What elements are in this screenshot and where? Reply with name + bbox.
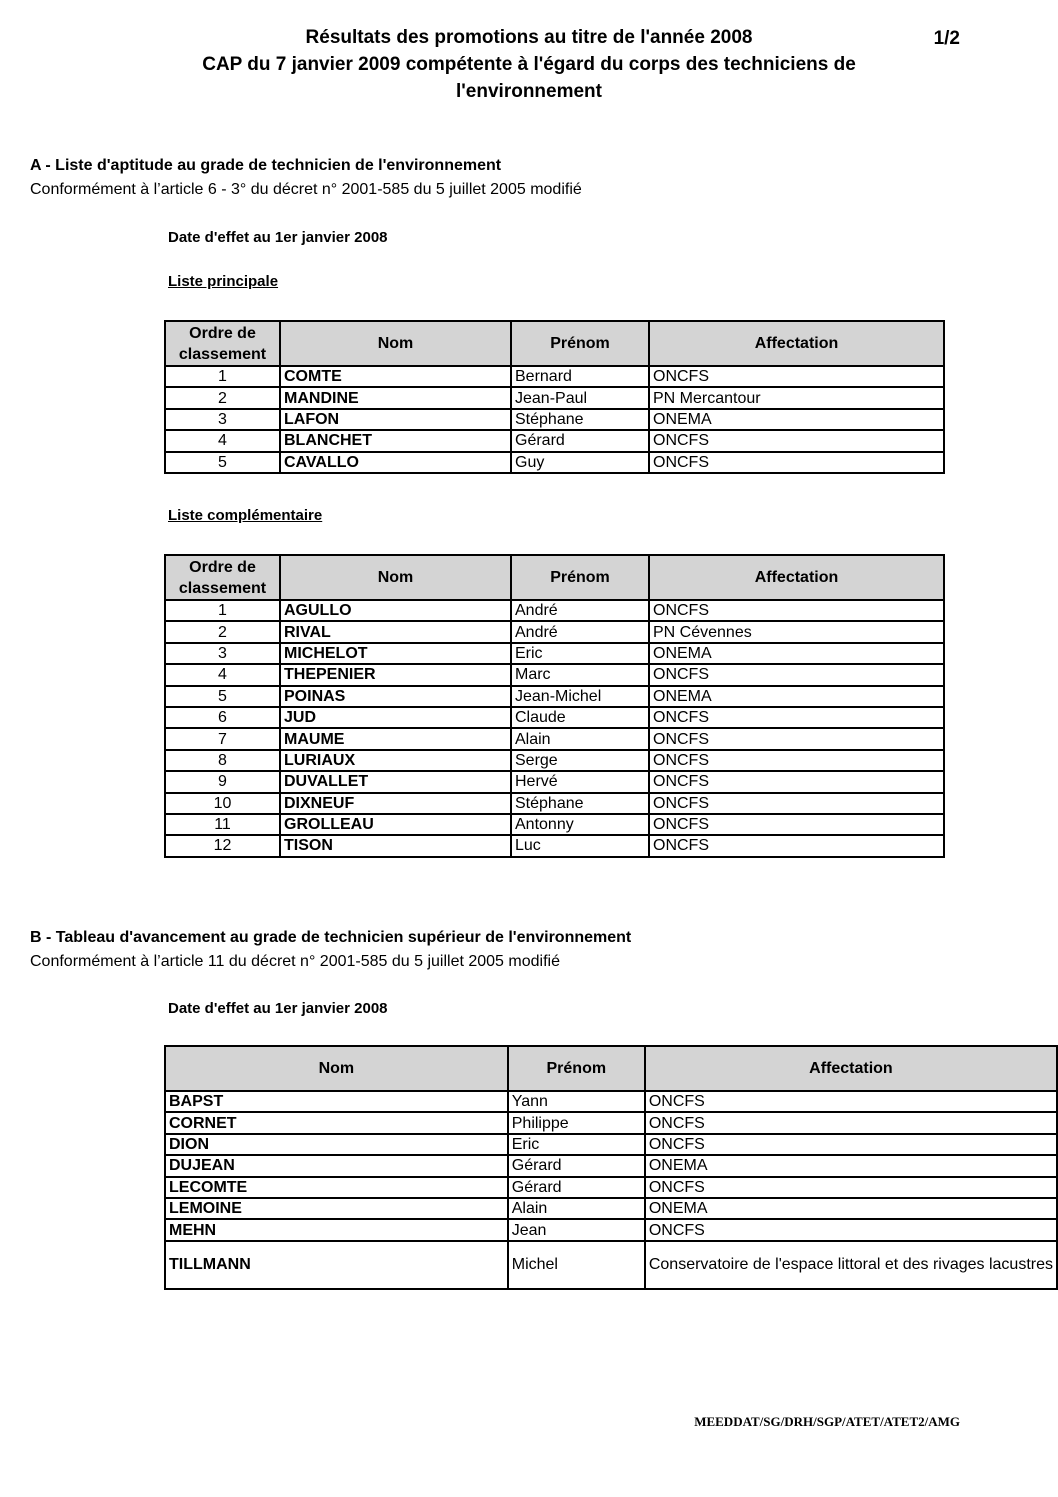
- prenom-cell: Antonny: [511, 814, 649, 835]
- tableau-avancement-table: [164, 1045, 1058, 1290]
- nom-cell: LEMOINE: [165, 1198, 508, 1219]
- nom-cell: MANDINE: [280, 387, 511, 408]
- affectation-cell: PN Cévennes: [649, 621, 944, 642]
- section-a-title: A - Liste d'aptitude au grade de technicien de l'environnement: [30, 157, 502, 174]
- table-row: [165, 387, 944, 408]
- table-row: [165, 707, 944, 728]
- table-header-row: [165, 1046, 1057, 1091]
- rank-header: Ordre de classement: [165, 555, 280, 600]
- affectation-cell: ONCFS: [649, 814, 944, 835]
- nom-cell: THEPENIER: [280, 664, 511, 685]
- affectation-cell: ONCFS: [649, 707, 944, 728]
- affectation-cell: Conservatoire de l'espace littoral et des rivages lacustres: [645, 1241, 1057, 1289]
- nom-cell: JUD: [280, 707, 511, 728]
- prenom-cell: André: [511, 600, 649, 621]
- nom-cell: TILLMANN: [165, 1241, 508, 1289]
- table-row: [165, 1219, 1057, 1240]
- prenom-cell: Luc: [511, 835, 649, 856]
- prenom-cell: Claude: [511, 707, 649, 728]
- rank-header: Ordre de classement: [165, 321, 280, 366]
- rank-cell: 2: [165, 621, 280, 642]
- rank-cell: 1: [165, 366, 280, 387]
- table-row: [165, 664, 944, 685]
- footer-reference: MEEDDAT/SG/DRH/SGP/ATET/ATET2/AMG: [694, 1414, 960, 1429]
- table-row: [165, 1134, 1057, 1155]
- affectation-cell: ONCFS: [649, 728, 944, 749]
- nom-cell: LURIAUX: [280, 750, 511, 771]
- affectation-header: Affectation: [649, 321, 944, 366]
- affectation-cell: ONEMA: [649, 643, 944, 664]
- section-a-subtitle: Conformément à l’article 6 - 3° du décret n° 2001-585 du 5 juillet 2005 modifié: [30, 181, 582, 198]
- title-line-3: l'environnement: [456, 81, 602, 102]
- table-row: [165, 600, 944, 621]
- nom-cell: GROLLEAU: [280, 814, 511, 835]
- nom-cell: MEHN: [165, 1219, 508, 1240]
- section-b-title: B - Tableau d'avancement au grade de technicien supérieur de l'environnement: [30, 929, 632, 946]
- nom-cell: MICHELOT: [280, 643, 511, 664]
- table-row: [165, 1155, 1057, 1176]
- affectation-cell: ONEMA: [649, 686, 944, 707]
- table-row: [165, 366, 944, 387]
- prenom-cell: Gérard: [508, 1155, 645, 1176]
- affectation-header: Affectation: [649, 555, 944, 600]
- nom-cell: BAPST: [165, 1091, 508, 1112]
- section-a-effective-date: Date d'effet au 1er janvier 2008: [168, 229, 388, 246]
- title-line-1: Résultats des promotions au titre de l'année 2008: [305, 27, 753, 48]
- affectation-cell: ONCFS: [645, 1177, 1057, 1198]
- affectation-cell: ONCFS: [649, 664, 944, 685]
- prenom-cell: Stéphane: [511, 409, 649, 430]
- section-b-subtitle: Conformément à l’article 11 du décret n° 2001-585 du 5 juillet 2005 modifié: [30, 953, 560, 970]
- affectation-cell: ONEMA: [645, 1155, 1057, 1176]
- rank-cell: 3: [165, 409, 280, 430]
- prenom-cell: Jean: [508, 1219, 645, 1240]
- nom-cell: DION: [165, 1134, 508, 1155]
- affectation-cell: ONCFS: [649, 771, 944, 792]
- table-row: [165, 686, 944, 707]
- nom-cell: POINAS: [280, 686, 511, 707]
- prenom-cell: Stéphane: [511, 793, 649, 814]
- affectation-cell: ONCFS: [645, 1134, 1057, 1155]
- prenom-cell: Serge: [511, 750, 649, 771]
- affectation-cell: ONEMA: [649, 409, 944, 430]
- table-row: [165, 1091, 1057, 1112]
- liste-complementaire-heading: Liste complémentaire: [168, 507, 323, 524]
- prenom-cell: Eric: [508, 1134, 645, 1155]
- affectation-cell: PN Mercantour: [649, 387, 944, 408]
- rank-cell: 3: [165, 643, 280, 664]
- affectation-cell: ONEMA: [645, 1198, 1057, 1219]
- page-number: 1/2: [933, 28, 960, 49]
- affectation-cell: ONCFS: [649, 430, 944, 451]
- rank-cell: 2: [165, 387, 280, 408]
- affectation-cell: ONCFS: [649, 835, 944, 856]
- table-row: [165, 1198, 1057, 1219]
- prenom-cell: Alain: [508, 1198, 645, 1219]
- nom-header: Nom: [280, 321, 511, 366]
- affectation-cell: ONCFS: [645, 1091, 1057, 1112]
- prenom-header: Prénom: [511, 321, 649, 366]
- nom-cell: COMTE: [280, 366, 511, 387]
- rank-cell: 4: [165, 430, 280, 451]
- rank-cell: 5: [165, 452, 280, 473]
- prenom-cell: Bernard: [511, 366, 649, 387]
- liste-principale-table: [164, 320, 945, 474]
- prenom-cell: Eric: [511, 643, 649, 664]
- prenom-cell: Gérard: [511, 430, 649, 451]
- rank-cell: 1: [165, 600, 280, 621]
- rank-cell: 4: [165, 664, 280, 685]
- rank-cell: 10: [165, 793, 280, 814]
- nom-cell: DIXNEUF: [280, 793, 511, 814]
- document-title: [0, 24, 1058, 105]
- liste-principale-heading: Liste principale: [168, 273, 279, 290]
- affectation-header: Affectation: [645, 1046, 1057, 1091]
- table-header-row: [165, 321, 944, 366]
- prenom-cell: Hervé: [511, 771, 649, 792]
- rank-cell: 6: [165, 707, 280, 728]
- nom-cell: RIVAL: [280, 621, 511, 642]
- nom-cell: LAFON: [280, 409, 511, 430]
- nom-cell: MAUME: [280, 728, 511, 749]
- affectation-cell: ONCFS: [649, 600, 944, 621]
- prenom-cell: Gérard: [508, 1177, 645, 1198]
- rank-cell: 11: [165, 814, 280, 835]
- nom-header: Nom: [280, 555, 511, 600]
- table-row: [165, 430, 944, 451]
- prenom-header: Prénom: [508, 1046, 645, 1091]
- table-row: [165, 621, 944, 642]
- nom-cell: DUJEAN: [165, 1155, 508, 1176]
- table-row: [165, 750, 944, 771]
- affectation-cell: ONCFS: [645, 1219, 1057, 1240]
- affectation-cell: ONCFS: [649, 452, 944, 473]
- table-row: [165, 409, 944, 430]
- rank-cell: 7: [165, 728, 280, 749]
- table-row: [165, 771, 944, 792]
- prenom-cell: Alain: [511, 728, 649, 749]
- table-row: [165, 793, 944, 814]
- table-row: [165, 452, 944, 473]
- table-row: [165, 1177, 1057, 1198]
- affectation-cell: ONCFS: [649, 750, 944, 771]
- prenom-cell: Guy: [511, 452, 649, 473]
- table-row: [165, 814, 944, 835]
- prenom-cell: Jean-Michel: [511, 686, 649, 707]
- prenom-cell: Philippe: [508, 1112, 645, 1133]
- nom-cell: TISON: [280, 835, 511, 856]
- table-row: [165, 728, 944, 749]
- table-row: [165, 1241, 1057, 1289]
- rank-cell: 12: [165, 835, 280, 856]
- rank-cell: 8: [165, 750, 280, 771]
- prenom-header: Prénom: [511, 555, 649, 600]
- table-row: [165, 1112, 1057, 1133]
- affectation-cell: ONCFS: [649, 366, 944, 387]
- table-row: [165, 643, 944, 664]
- title-line-2: CAP du 7 janvier 2009 compétente à l'égard du corps des techniciens de: [202, 54, 856, 75]
- prenom-cell: Jean-Paul: [511, 387, 649, 408]
- rank-cell: 5: [165, 686, 280, 707]
- nom-header: Nom: [165, 1046, 508, 1091]
- table-row: [165, 835, 944, 856]
- affectation-cell: ONCFS: [649, 793, 944, 814]
- prenom-cell: Marc: [511, 664, 649, 685]
- prenom-cell: André: [511, 621, 649, 642]
- rank-cell: 9: [165, 771, 280, 792]
- nom-cell: LECOMTE: [165, 1177, 508, 1198]
- liste-complementaire-table: [164, 554, 945, 858]
- affectation-cell: ONCFS: [645, 1112, 1057, 1133]
- nom-cell: DUVALLET: [280, 771, 511, 792]
- nom-cell: CAVALLO: [280, 452, 511, 473]
- nom-cell: AGULLO: [280, 600, 511, 621]
- prenom-cell: Michel: [508, 1241, 645, 1289]
- table-header-row: [165, 555, 944, 600]
- prenom-cell: Yann: [508, 1091, 645, 1112]
- section-b-effective-date: Date d'effet au 1er janvier 2008: [168, 1000, 388, 1017]
- nom-cell: CORNET: [165, 1112, 508, 1133]
- nom-cell: BLANCHET: [280, 430, 511, 451]
